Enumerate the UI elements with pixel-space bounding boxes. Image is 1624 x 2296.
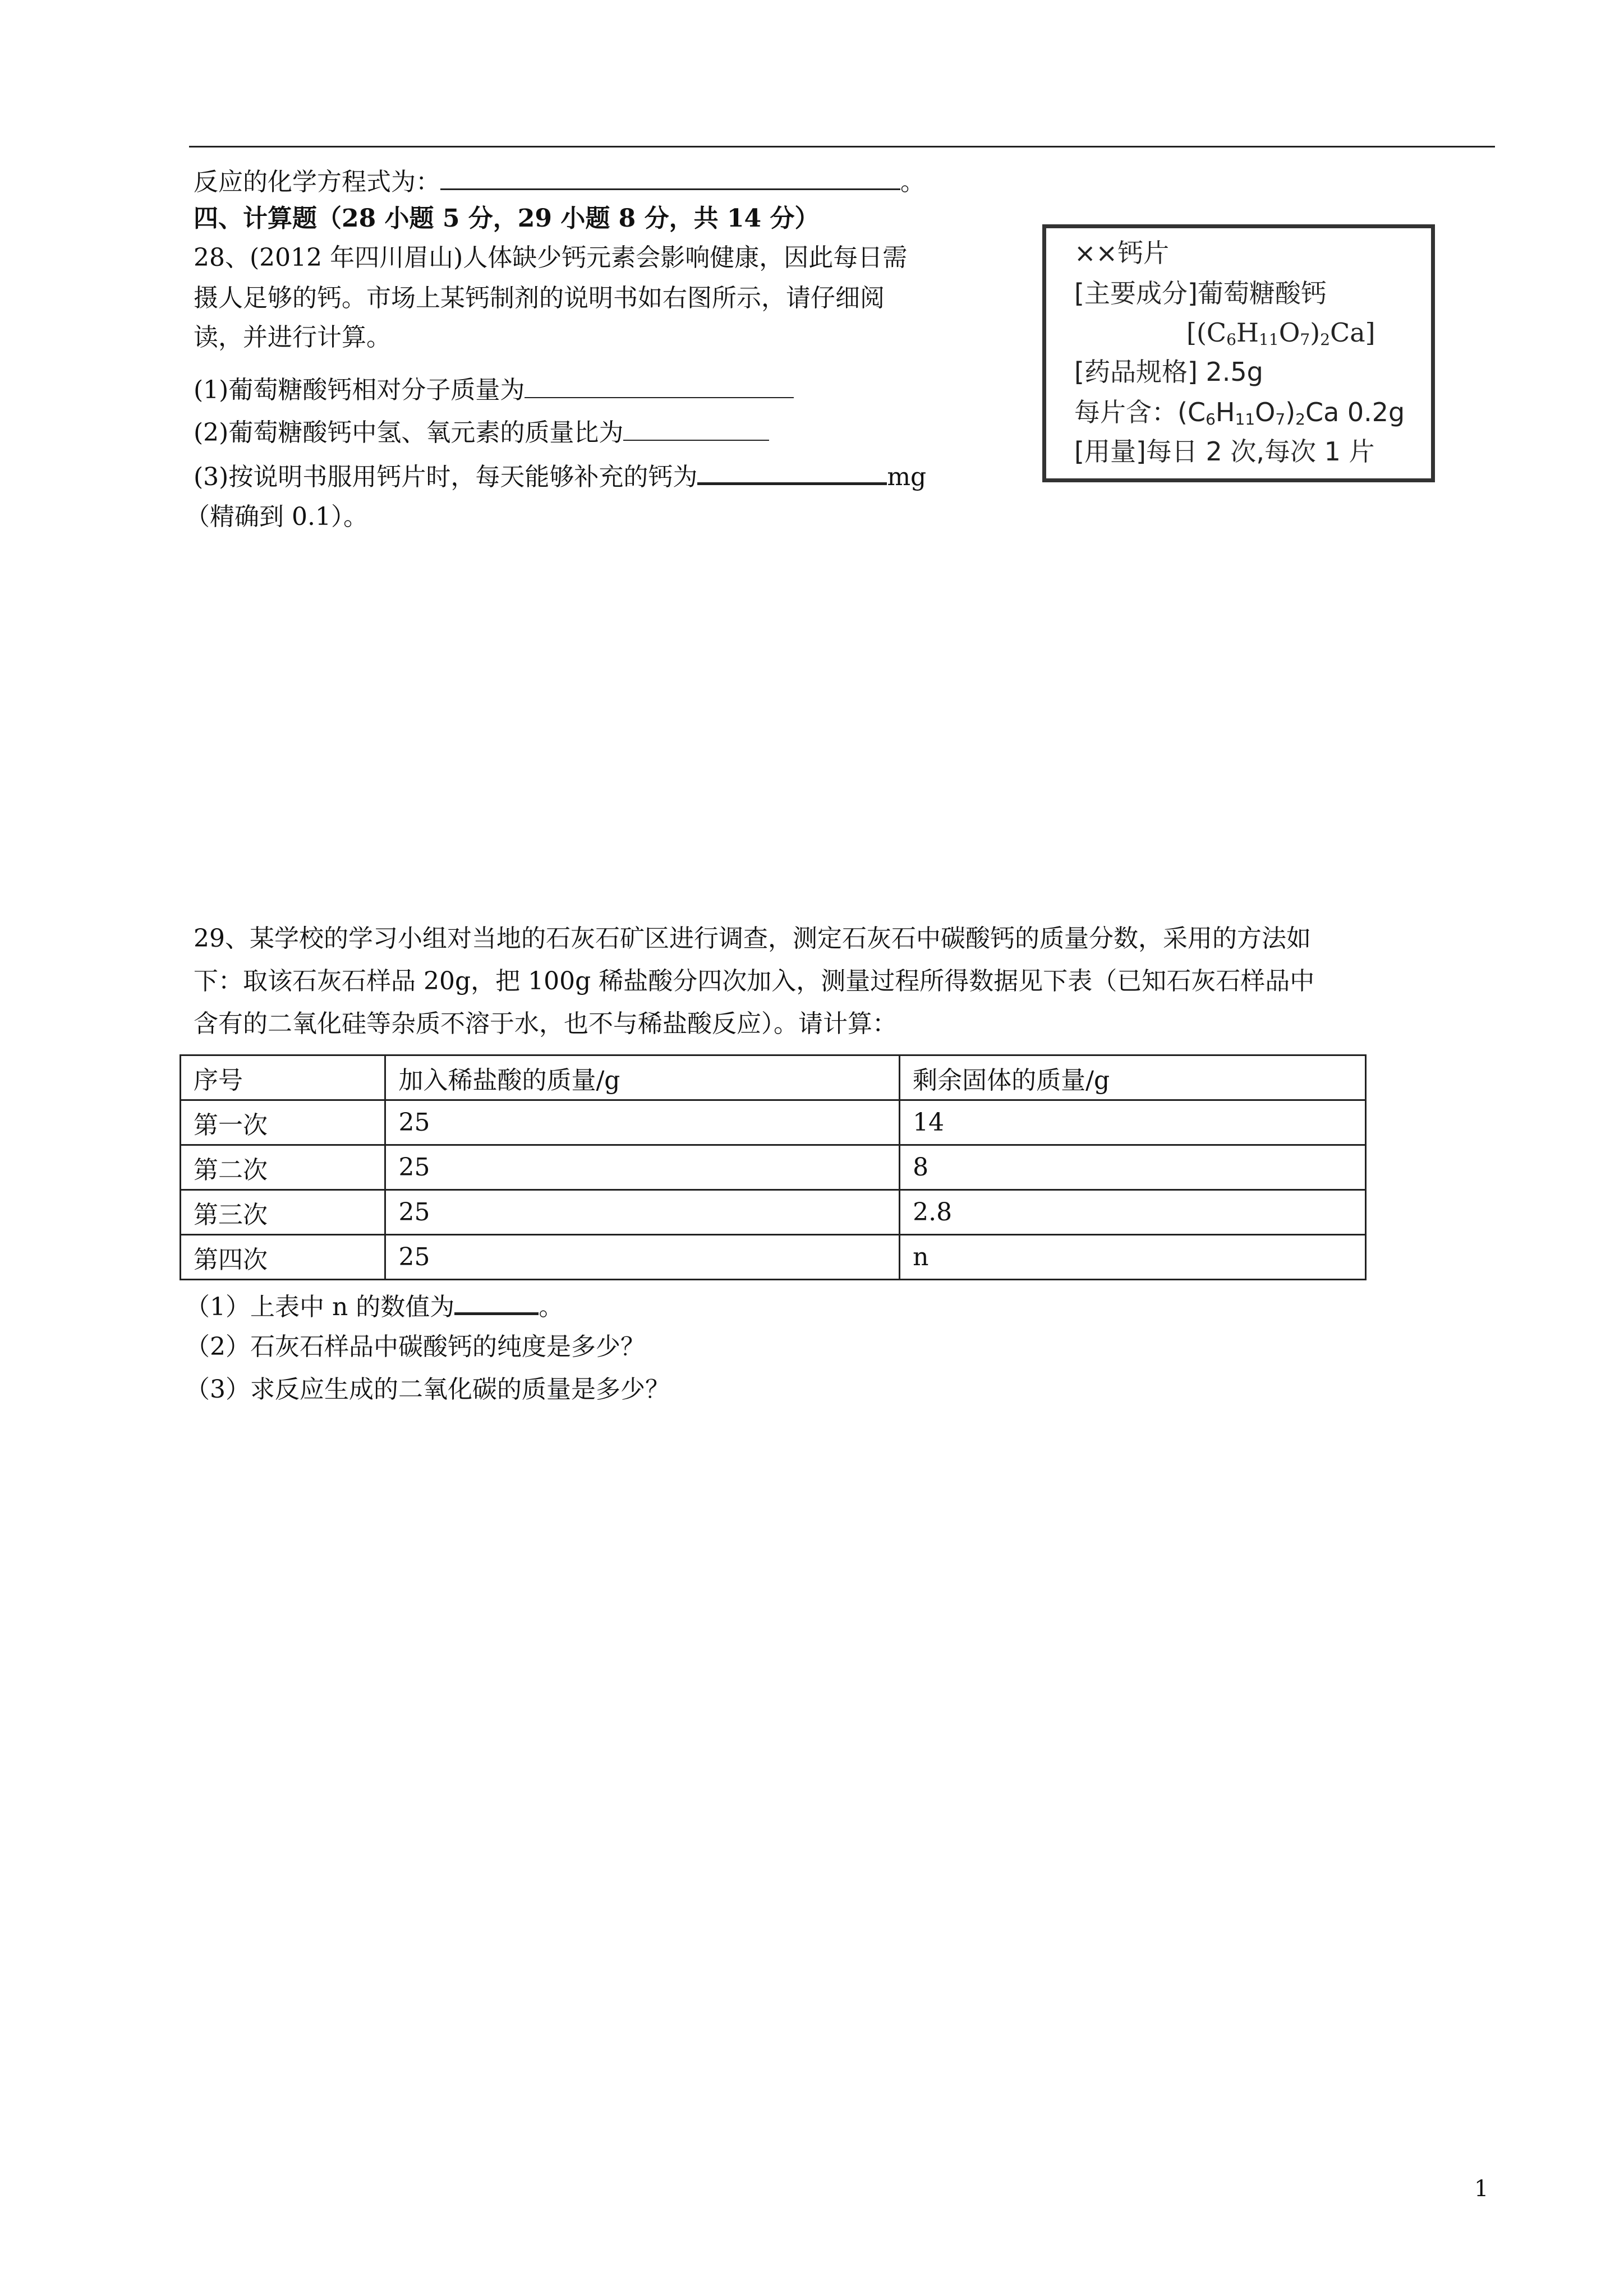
- table-cell: 25: [385, 1235, 900, 1280]
- q28-line1: 28、(2012 年四川眉山)人体缺少钙元素会影响健康，因此每日需: [194, 243, 908, 272]
- q29-sub2: （2）石灰石样品中碳酸钙的纯度是多少？: [185, 1333, 645, 1361]
- q28-sub3-note: （精确到 0.1）。: [185, 502, 368, 531]
- section-title: 四、计算题（28 小题 5 分，29 小题 8 分，共 14 分）: [194, 204, 820, 233]
- medicine-label: [1042, 224, 1435, 482]
- table-row: [181, 1145, 1366, 1190]
- top-rule: [189, 146, 1495, 147]
- label-per-tablet: 每片含：$(C_6H_{11}O_7)_2Ca$ 0.2g: [1074, 397, 1405, 428]
- table-cell: 第三次: [181, 1190, 385, 1235]
- label-usage: [用量]每日 2 次,每次 1 片: [1074, 436, 1375, 467]
- answer-blank[interactable]: [697, 458, 887, 485]
- answer-blank[interactable]: [525, 372, 794, 398]
- q29-line3: 含有的二氧化硅等杂质不溶于水，也不与稀盐酸反应）。请计算：: [194, 1009, 897, 1038]
- table-cell: 25: [385, 1100, 900, 1145]
- q28-sub1: (1)葡萄糖酸钙相对分子质量为: [194, 372, 794, 407]
- table-cell: 第二次: [181, 1145, 385, 1190]
- table-cell: 2.8: [900, 1190, 1366, 1235]
- table-row: [181, 1190, 1366, 1235]
- table-cell: n: [900, 1235, 1366, 1280]
- table-cell: 14: [900, 1100, 1366, 1145]
- label-name: ××钙片: [1074, 238, 1170, 268]
- table-header-cell: 序号: [181, 1055, 385, 1100]
- table-cell: 25: [385, 1145, 900, 1190]
- q28-line3: 读，并进行计算。: [194, 323, 391, 352]
- q29-line2: 下：取该石灰石样品 20g，把 100g 稀盐酸分四次加入，测量过程所得数据见下表（已知石灰石样品中: [194, 967, 1315, 995]
- label-formula: $[(C_6H_{11}O_7)_2Ca]$: [1186, 317, 1375, 349]
- q28-sub2: (2)葡萄糖酸钙中氢、氧元素的质量比为: [194, 415, 769, 450]
- table-cell: 第四次: [181, 1235, 385, 1280]
- table-cell: 8: [900, 1145, 1366, 1190]
- q27-equation-line: 反应的化学方程式为： 。: [194, 164, 925, 199]
- table-cell: 25: [385, 1190, 900, 1235]
- table-header-cell: 剩余固体的质量/g: [900, 1055, 1366, 1100]
- table-header-cell: 加入稀盐酸的质量/g: [385, 1055, 900, 1100]
- label-ingredient: [主要成分]葡萄糖酸钙: [1074, 278, 1327, 308]
- label-spec: [药品规格] 2.5g: [1074, 357, 1263, 387]
- table-cell: 第一次: [181, 1100, 385, 1145]
- page-number: 1: [1474, 2176, 1489, 2202]
- data-table: [180, 1054, 1367, 1280]
- answer-blank[interactable]: [623, 415, 769, 441]
- answer-blank[interactable]: [440, 164, 900, 190]
- q28-sub3: (3)按说明书服用钙片时，每天能够补充的钙为 mg: [194, 458, 926, 494]
- table-row: [181, 1100, 1366, 1145]
- q29-line1: 29、某学校的学习小组对当地的石灰石矿区进行调查，测定石灰石中碳酸钙的质量分数，采用的方法如: [194, 924, 1311, 953]
- table-header-row: [181, 1055, 1366, 1100]
- q28-line2: 摄人足够的钙。市场上某钙制剂的说明书如右图所示，请仔细阅: [194, 284, 885, 312]
- q29-sub3: （3）求反应生成的二氧化碳的质量是多少？: [185, 1375, 670, 1404]
- table-row: [181, 1235, 1366, 1280]
- answer-blank[interactable]: [454, 1288, 539, 1315]
- q29-sub1: （1）上表中 n 的数值为 。: [185, 1288, 563, 1324]
